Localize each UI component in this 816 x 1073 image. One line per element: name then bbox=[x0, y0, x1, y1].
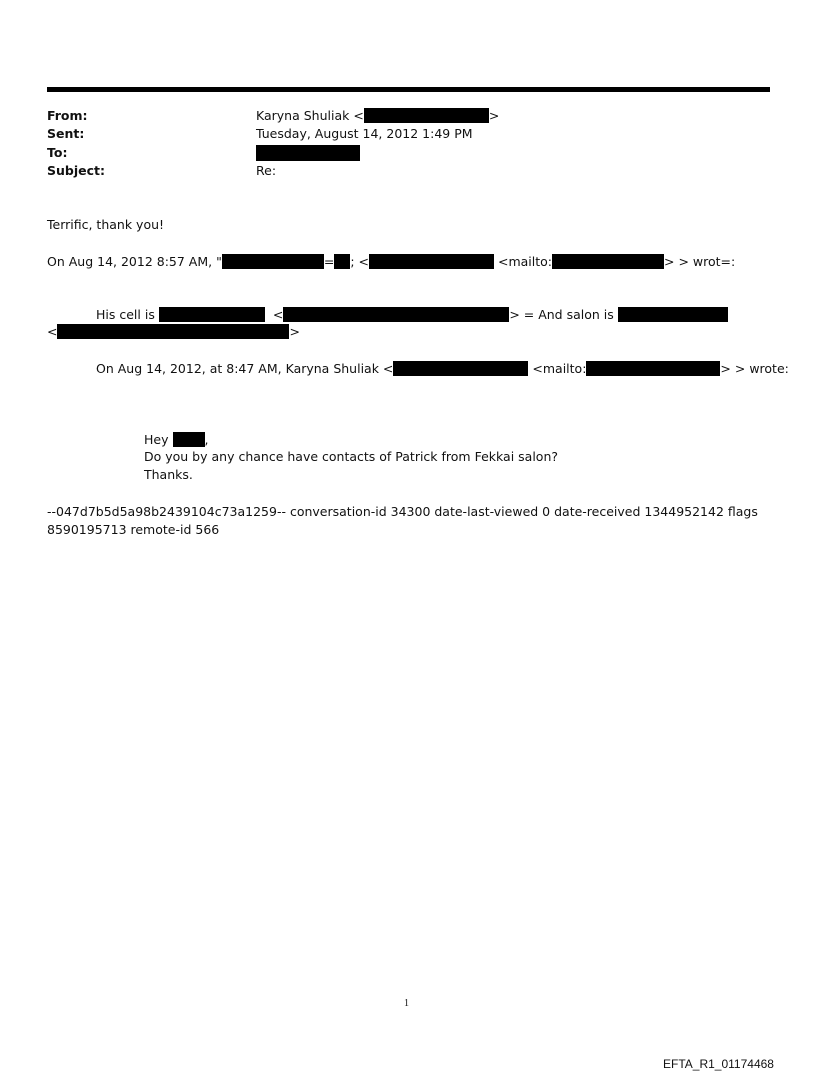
to-value bbox=[256, 145, 360, 162]
subject-label: Subject: bbox=[47, 163, 105, 178]
from-label: From: bbox=[47, 108, 88, 123]
quote-line-2 bbox=[96, 307, 728, 323]
redaction-box bbox=[364, 108, 489, 123]
quote-text: His cell is bbox=[96, 307, 155, 322]
from-name: Karyna Shuliak < bbox=[256, 108, 364, 123]
page-number: 1 bbox=[404, 998, 409, 1009]
quote-line-3 bbox=[96, 361, 789, 377]
quote-text: On Aug 14, 2012 8:57 AM, " bbox=[47, 254, 222, 269]
original-question: Do you by any chance have contacts of Patrick from Fekkai salon? bbox=[144, 449, 558, 464]
reply-text: Terrific, thank you! bbox=[47, 217, 165, 232]
header-rule bbox=[47, 87, 770, 92]
document-id: EFTA_R1_01174468 bbox=[663, 1057, 774, 1071]
subject-value: Re: bbox=[256, 163, 277, 178]
redaction-box bbox=[618, 307, 728, 322]
metadata-line-2: 8590195713 remote-id 566 bbox=[47, 522, 220, 537]
quote-text: = bbox=[323, 254, 335, 269]
to-label: To: bbox=[47, 145, 68, 160]
original-thanks: Thanks. bbox=[144, 467, 193, 482]
redaction-box bbox=[222, 254, 324, 269]
redaction-box bbox=[283, 307, 509, 322]
quote-text: On Aug 14, 2012, at 8:47 AM, Karyna Shuliak < bbox=[96, 361, 394, 376]
quote-text: ; < bbox=[350, 254, 369, 269]
redaction-box bbox=[173, 432, 205, 447]
sent-value: Tuesday, August 14, 2012 1:49 PM bbox=[256, 126, 473, 141]
redaction-box bbox=[57, 324, 289, 339]
quote-text: > > wrot=: bbox=[664, 254, 736, 269]
quote-text: > bbox=[289, 324, 300, 339]
quote-line-1 bbox=[47, 254, 735, 270]
quote-text: < bbox=[272, 307, 284, 322]
quote-line-2b bbox=[47, 324, 300, 340]
redaction-box bbox=[552, 254, 664, 269]
quote-text: , bbox=[204, 432, 209, 447]
redaction-box bbox=[334, 254, 350, 269]
sent-label: Sent: bbox=[47, 126, 85, 141]
redaction-box bbox=[586, 361, 720, 376]
redaction-box bbox=[159, 307, 265, 322]
quote-text: Hey bbox=[144, 432, 169, 447]
quote-text: > = And salon is bbox=[509, 307, 614, 322]
original-greeting bbox=[144, 432, 208, 448]
redaction-box bbox=[369, 254, 494, 269]
from-value bbox=[256, 108, 499, 124]
metadata-line-1: --047d7b5d5a98b2439104c73a1259-- conversation-id 34300 date-last-viewed 0 date-received 1344952142 flags bbox=[47, 504, 758, 519]
quote-text: <mailto: bbox=[498, 254, 553, 269]
from-close: > bbox=[488, 108, 500, 123]
quote-text: > > wrote: bbox=[720, 361, 789, 376]
redaction-box bbox=[256, 145, 360, 161]
redaction-box bbox=[393, 361, 528, 376]
quote-text: <mailto: bbox=[532, 361, 587, 376]
quote-text: < bbox=[47, 324, 58, 339]
